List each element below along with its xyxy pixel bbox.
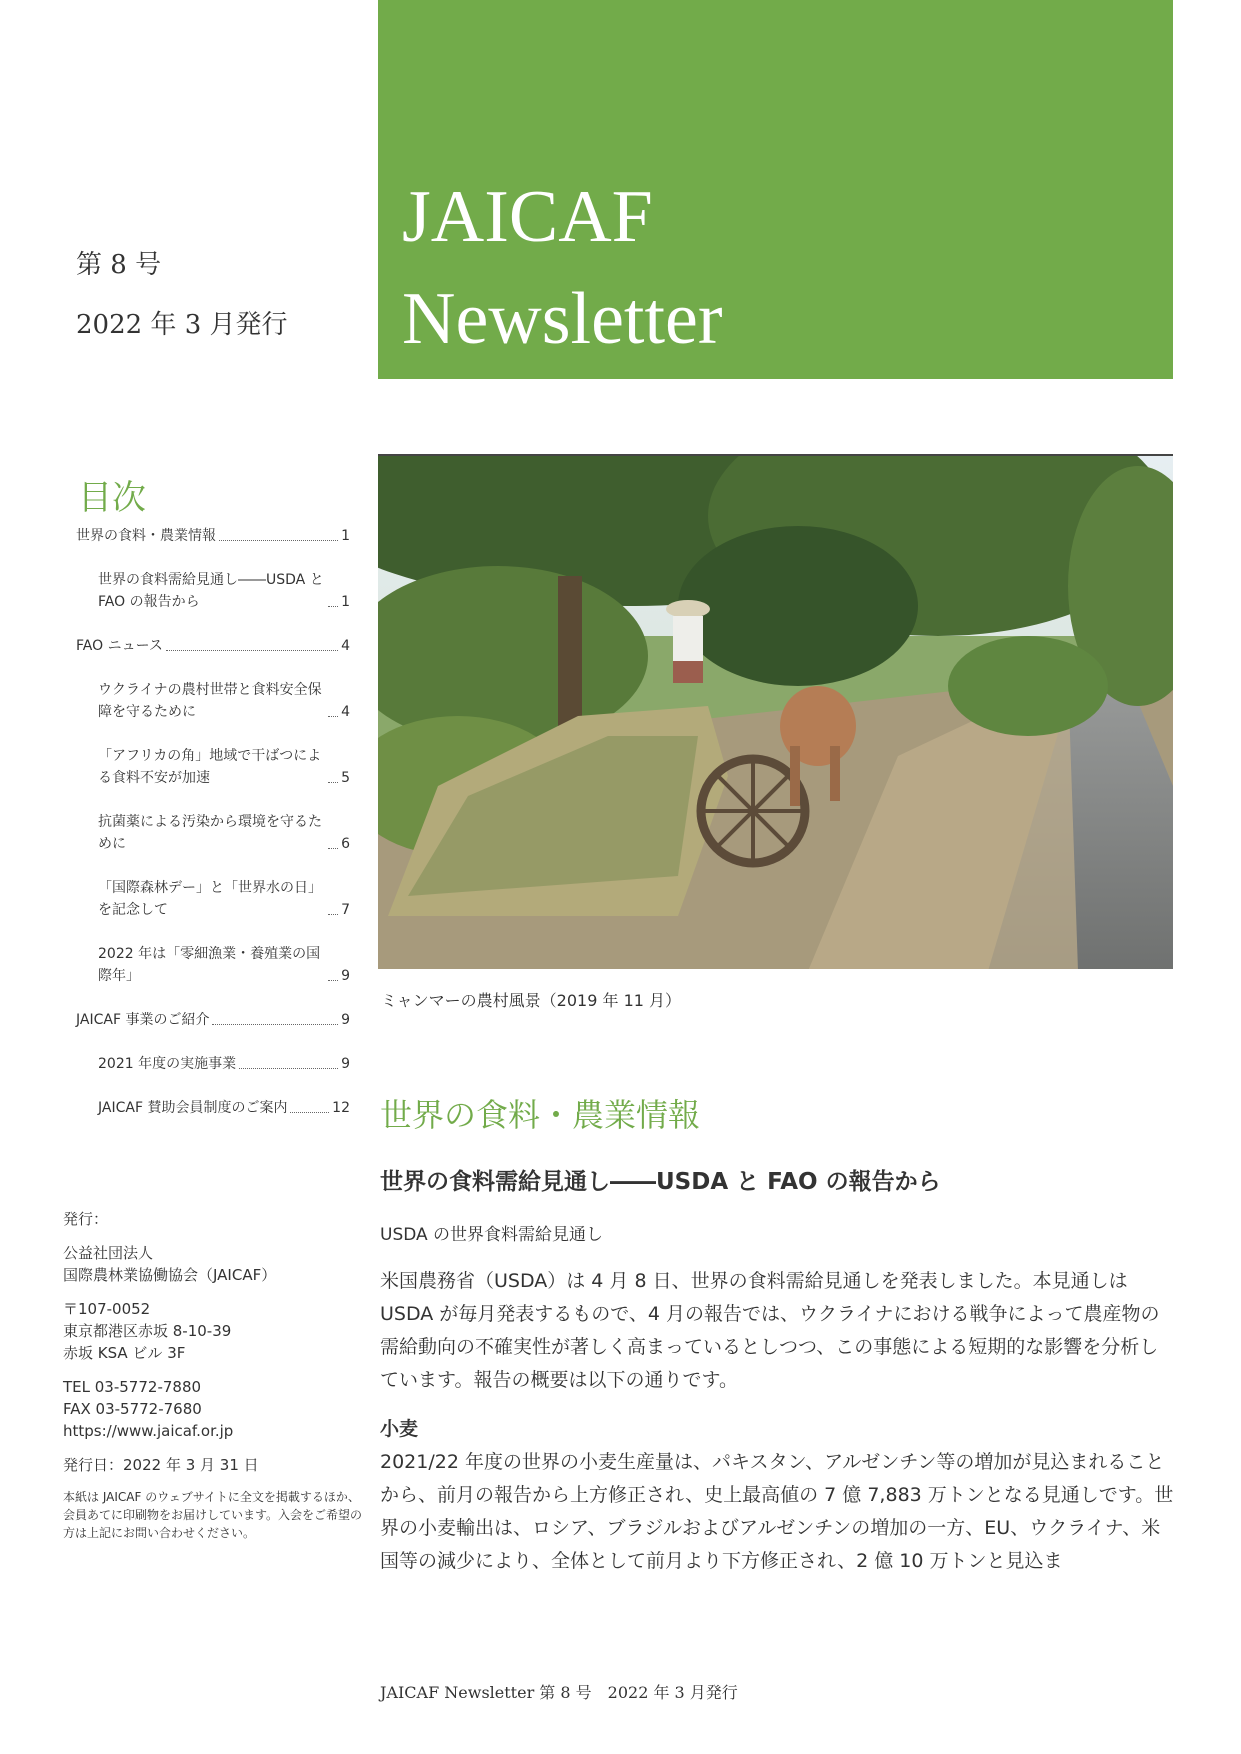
tel-number: TEL 03-5772-7880 [63, 1378, 202, 1396]
toc-leader-dots [328, 980, 338, 981]
membership-note: 本紙は JAICAF のウェブサイトに全文を掲載するほか、会員あてに印刷物をお届けしています。入会をご希望の方は上記にお問い合わせください。 [63, 1490, 363, 1540]
toc-entry[interactable] [98, 877, 350, 921]
toc-entry-page: 9 [341, 1012, 350, 1028]
table-of-contents [76, 525, 350, 1141]
issue-date-line: 発行日：2022 年 3 月 31 日 [63, 1456, 259, 1474]
toc-entry-label: 「国際森林デー」と「世界水の日」を記念して [98, 880, 322, 918]
issue-date: 2022 年 3 月発行 [76, 310, 288, 340]
article-paragraph: 2021/22 年度の世界の小麦生産量は、パキスタン、アルゼンチン等の増加が見込まれることから、前月の報告から上方修正され、史上最高値の 7 億 7,883 万トンとなる見通しです。世界の小麦輸出は、ロシア、ブラジルおよびアルゼンチンの増加の一方、EU、ウクライナ、米国等の減少により、全体として前月より下方修正され、2 億 10 万トンと見込ま [380, 1451, 1174, 1572]
toc-entry-label: 2021 年度の実施事業 [98, 1056, 237, 1072]
toc-leader-dots [328, 782, 338, 783]
toc-leader-dots [166, 650, 338, 651]
toc-entry-label: 世界の食料・農業情報 [76, 528, 216, 544]
org-name: 国際農林業協働協会（JAICAF） [63, 1266, 277, 1284]
publisher-heading: 発行： [63, 1210, 109, 1228]
toc-entry[interactable] [98, 1053, 350, 1075]
article-title: 世界の食料需給見通し――USDA と FAO の報告から [380, 1169, 941, 1195]
newsletter-title-line1: JAICAF [402, 176, 653, 258]
publisher-organization [63, 1242, 363, 1286]
toc-title: 目次 [78, 478, 146, 518]
website-link[interactable]: https://www.jaicaf.or.jp [63, 1422, 234, 1440]
toc-entry-page: 7 [341, 902, 350, 918]
publisher-contact [63, 1376, 363, 1442]
toc-leader-dots [328, 606, 338, 607]
toc-entry-page: 9 [341, 1056, 350, 1072]
toc-entry-page: 4 [341, 638, 350, 654]
toc-entry-page: 12 [332, 1100, 350, 1116]
toc-entry-page: 9 [341, 968, 350, 984]
postal-code: 〒107-0052 [63, 1300, 151, 1318]
publisher-address [63, 1298, 363, 1364]
toc-entry-page: 4 [341, 704, 350, 720]
photo-caption: ミャンマーの農村風景（2019 年 11 月） [381, 991, 682, 1010]
page-footer: JAICAF Newsletter 第 8 号 2022 年 3 月発行 [380, 1683, 738, 1702]
issue-number: 第 8 号 [76, 250, 162, 280]
toc-entry-label: 抗菌薬による汚染から環境を守るために [98, 814, 322, 852]
toc-entry-page: 1 [341, 594, 350, 610]
article-subtitle: USDA の世界食料需給見通し [380, 1225, 604, 1245]
toc-leader-dots [328, 716, 338, 717]
toc-entry[interactable] [98, 745, 350, 789]
toc-entry-label: 世界の食料需給見通し――USDA と FAO の報告から [98, 572, 324, 610]
toc-entry-label: JAICAF 事業のご紹介 [76, 1012, 210, 1028]
toc-entry[interactable] [98, 679, 350, 723]
toc-entry-page: 1 [341, 528, 350, 544]
toc-leader-dots [290, 1112, 329, 1113]
toc-entry[interactable] [98, 811, 350, 855]
toc-leader-dots [328, 914, 338, 915]
fax-number: FAX 03-5772-7680 [63, 1400, 202, 1418]
toc-entry-label: 「アフリカの角」地域で干ばつによる食料不安が加速 [98, 748, 322, 786]
masthead-banner [378, 0, 1173, 379]
toc-entry[interactable] [76, 525, 350, 547]
toc-entry-label: FAO ニュース [76, 638, 163, 654]
toc-entry-page: 6 [341, 836, 350, 852]
toc-leader-dots [219, 540, 338, 541]
wheat-heading: 小麦 [380, 1418, 419, 1440]
cover-photo [378, 454, 1173, 969]
toc-entry[interactable] [76, 635, 350, 657]
toc-entry[interactable] [98, 569, 350, 613]
publisher-info [63, 1208, 363, 1554]
newsletter-title-line2: Newsletter [402, 278, 723, 360]
toc-leader-dots [328, 848, 338, 849]
toc-entry-label: 2022 年は「零細漁業・養殖業の国際年」 [98, 946, 321, 984]
toc-leader-dots [239, 1068, 338, 1069]
rural-scene-image [378, 456, 1173, 969]
toc-leader-dots [212, 1024, 338, 1025]
address-line1: 東京都港区赤坂 8-10-39 [63, 1322, 232, 1340]
toc-entry[interactable] [98, 943, 350, 987]
toc-entry-page: 5 [341, 770, 350, 786]
toc-entry-label: JAICAF 賛助会員制度のご案内 [98, 1100, 288, 1116]
section-heading: 世界の食料・農業情報 [380, 1096, 701, 1134]
article-paragraph: 米国農務省（USDA）は 4 月 8 日、世界の食料需給見通しを発表しました。本見通しは USDA が毎月発表するもので、4 月の報告では、ウクライナにおける戦争によって農産物の需給動向の不確実性が著しく高まっているとしつつ、この事態による短期的な影響を分析しています。報告の概要は以下の通りです。 [380, 1270, 1160, 1391]
address-line2: 赤坂 KSA ビル 3F [63, 1344, 186, 1362]
toc-entry[interactable] [98, 1097, 350, 1119]
org-type: 公益社団法人 [63, 1244, 154, 1262]
toc-entry-label: ウクライナの農村世帯と食料安全保障を守るために [98, 682, 322, 720]
toc-entry[interactable] [76, 1009, 350, 1031]
